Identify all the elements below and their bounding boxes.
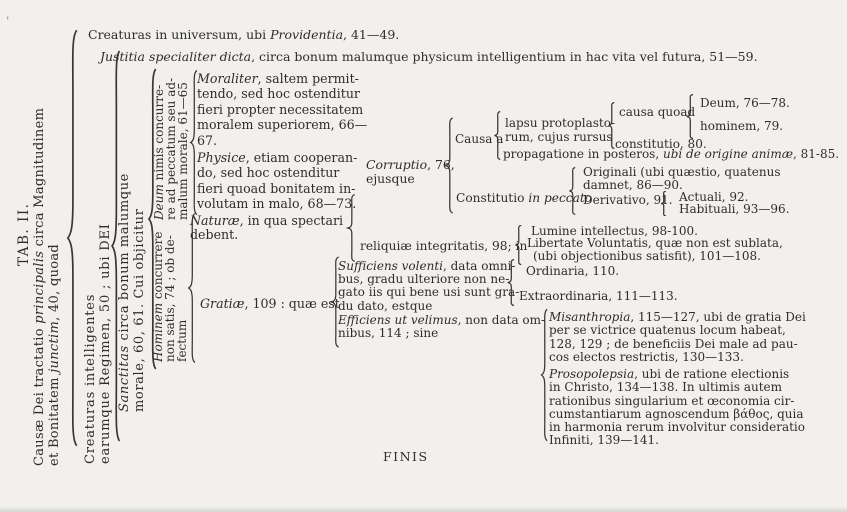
node-habituali: Habituali, 93—96. bbox=[679, 202, 790, 216]
node-physice: Physice, etiam cooperan- do, sed hoc ostenditur fieri quoad bonitatem in- volutam in malo, 68—73. bbox=[197, 150, 358, 212]
brace-creaturas-intelligentes bbox=[109, 47, 123, 445]
node-sufficiens: Sufficiens volenti, data omni- bus, gradu ulteriore non ne- gato iis qui bene usi sunt gra- du dato, estque bbox=[338, 259, 520, 313]
node-prosopolepsia: Prosopolepsia, ubi de ratione electionis in Christo, 134—138. In ultimis autem rationibus singularium et œconomia cir- cumstantiarum agnoscendum βάθος, quia in harmonia rerum involvitur consideratio Infiniti, 139—141. bbox=[549, 367, 805, 448]
node-deum: Deum, 76—78. bbox=[700, 96, 790, 110]
node-constitutio-80: constitutio, 80. bbox=[615, 137, 707, 151]
node-moraliter: Moraliter, saltem permit- tendo, sed hoc ostenditur fieri propter necessitatem moralem superiorem, 66— 67. bbox=[197, 71, 368, 148]
node-justitia: Justitia specialiter dicta, circa bonum malumque physicum intelligentium in hac vita vel futura, 51—59. bbox=[100, 49, 758, 64]
scan-edge bbox=[0, 506, 847, 512]
node-creaturas-universum: Creaturas in universum, ubi Providentia, 41—49. bbox=[88, 27, 400, 42]
table-title: TAB. II. bbox=[16, 202, 32, 266]
scan-artifact: , bbox=[2, 7, 11, 22]
label-deum-nimis: Deum nimis concurre- re ad peccatum seu ad- malum morale, 61—65 bbox=[152, 77, 191, 220]
label-sanctitas: Sanctitas circa bonum malumque morale, 60, 61. Cui objicitur bbox=[117, 173, 147, 412]
node-misanthropia: Misanthropia, 115—127, ubi de gratia Dei per se victrice quatenus locum habeat, 128, 129 ; de beneficiis Dei male ad pau- cos electos restrictis, 130—133. bbox=[549, 310, 806, 364]
node-lumine: Lumine intellectus, 98-100. bbox=[531, 224, 698, 238]
node-propagatione: propagatione in posteros, ubi de origine animæ, 81-85. bbox=[503, 147, 840, 161]
node-lapsu: lapsu protoplasto- rum, cujus rursus bbox=[505, 116, 615, 144]
node-extraordinaria: Extraordinaria, 111—113. bbox=[519, 289, 678, 303]
node-gratiae: Gratiæ, 109 : quæ est bbox=[200, 296, 340, 311]
node-naturae: Naturæ, in qua spectari debent. bbox=[190, 213, 344, 242]
node-actuali: Actuali, 92. bbox=[679, 190, 749, 204]
node-ordinaria: Ordinaria, 110. bbox=[526, 264, 620, 278]
label-creaturas-intelligentes: Creaturas intelligentes earumque Regimen, 50 ; ubi DEI bbox=[83, 223, 113, 464]
node-hominem: hominem, 79. bbox=[700, 119, 784, 133]
finis-label: FINIS bbox=[383, 449, 429, 464]
node-efficiens: Efficiens ut velimus, non data om- nibus, 114 ; sine bbox=[338, 313, 546, 341]
node-libertate: Libertate Voluntatis, quæ non est sublata, (ubi objectionibus satisfit), 101—108. bbox=[527, 236, 783, 263]
node-constitutio-in-peccato: Constitutio in peccato bbox=[456, 191, 593, 205]
brace-causae-dei bbox=[64, 26, 81, 450]
label-causae-dei: Causæ Dei tractatio principalis circa Magnitudinem et Bonitatem junctim, 40, quoad bbox=[32, 107, 62, 466]
node-corruptio: Corruptio, 76, ejusque bbox=[366, 157, 455, 186]
node-originali: Originali (ubi quæstio, quatenus damnet, 86—90. bbox=[583, 165, 781, 192]
label-hominem-non-satis: Hominem concurrere non satis, 74 ; ob de- fectum bbox=[151, 231, 190, 362]
brace-sanctitas bbox=[146, 66, 159, 372]
node-derivativo: Derivativo, 91. bbox=[583, 193, 673, 207]
node-reliquiae: reliquiæ integritatis, 98; in bbox=[360, 239, 528, 253]
node-causa-a: Causa a bbox=[455, 132, 504, 146]
node-causa-quoad: causa quoad bbox=[619, 105, 696, 119]
